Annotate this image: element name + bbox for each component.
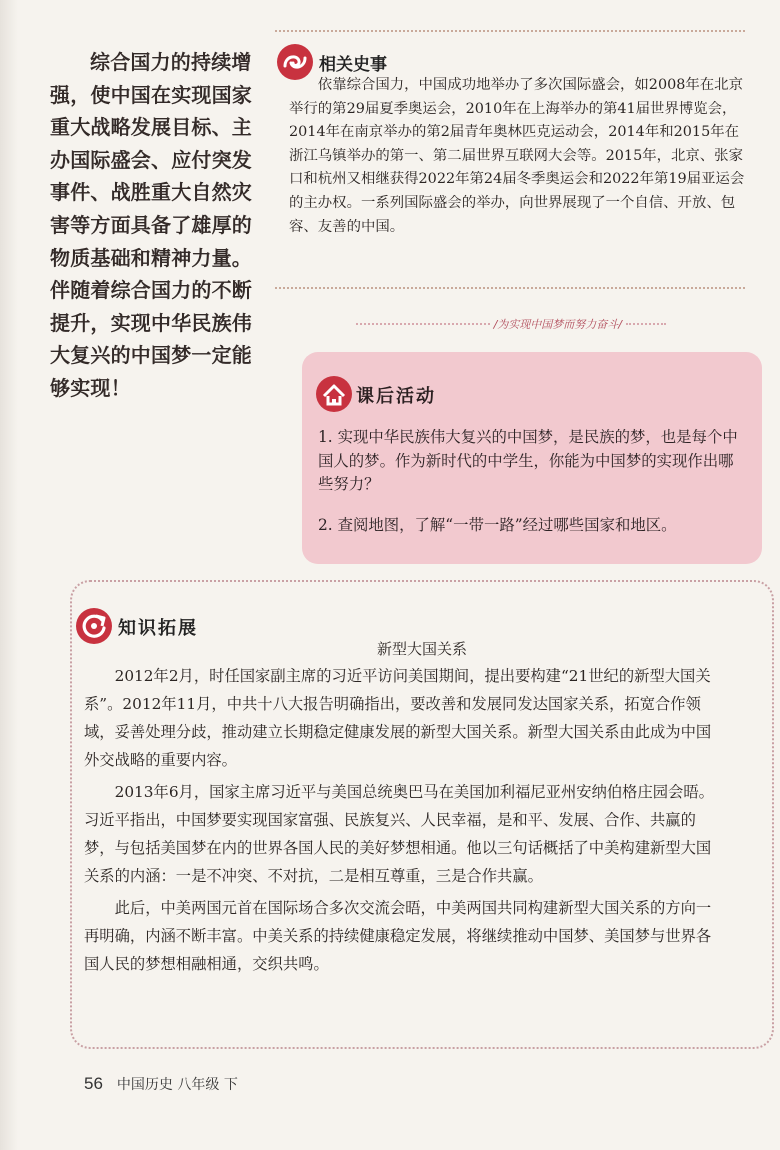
main-paragraph: 综合国力的持续增强，使中国在实现国家重大战略发展目标、主办国际盛会、应付突发事件、战胜重大自然灾害等方面具备了雄厚的物质基础和精神力量。伴随着综合国力的不断提升，实现中华民族伟大复兴的中国梦一定能够实现！ [50, 50, 252, 400]
top-dotted-divider [275, 30, 745, 32]
knowledge-extension-title: 知识拓展 [118, 618, 198, 639]
activity-list [318, 426, 748, 554]
running-head-dots-right [626, 323, 666, 325]
knowledge-paragraph: 此后，中美两国元首在国际场合多次交流会晤，中美两国共同构建新型大国关系的方向一再明确，内涵不断丰富。中美关系的持续健康稳定发展，将继续推动中国梦、美国梦与世界各国人民的梦想相融相通，交织共鸣。 [84, 899, 712, 973]
knowledge-body [84, 662, 724, 982]
activity-item: 1. 实现中华民族伟大复兴的中国梦，是民族的梦，也是每个中国人的梦。作为新时代的中学生，你能为中国梦的实现作出哪些努力？ [318, 428, 738, 493]
house-pencil-icon [314, 374, 354, 414]
activity-item: 2. 查阅地图，了解“一带一路”经过哪些国家和地区。 [318, 515, 677, 534]
knowledge-subtitle: 新型大国关系 [376, 640, 467, 658]
running-head [356, 316, 666, 332]
page-footer [84, 1074, 238, 1094]
related-history-body: 依靠综合国力，中国成功地举办了多次国际盛会，如2008年在北京举行的第29届夏季奥运会，2010年在上海举办的第41届世界博览会，2014年在南京举办的第2届青年奥林匹克运动会，2014年和2015年在浙江乌镇举办的第一、第二届世界互联网大会等。2015年，北京、张家口和杭州又相继获得2022年第24届冬季奥运会和2022年第19届亚运会的主办权。一系列国际盛会的举办，向世界展现了一个自信、开放、包容、友善的中国。 [289, 77, 745, 235]
after-class-activity-panel [302, 352, 762, 564]
knowledge-paragraph: 2013年6月，国家主席习近平与美国总统奥巴马在美国加利福尼亚州安纳伯格庄园会晤。习近平指出，中国梦要实现国家富强、民族复兴、人民幸福，是和平、发展、合作、共赢的梦，与包括美国梦在内的世界各国人民的美好梦想相通。他以三句话概括了中美构建新型大国关系的内涵：一是不冲突、不对抗，二是相互尊重，三是合作共赢。 [84, 783, 714, 885]
page-number: 56 [84, 1074, 103, 1093]
related-history-box [275, 30, 745, 288]
book-title: 中国历史 八年级 下 [116, 1077, 238, 1093]
related-history-title: 相关史事 [319, 55, 387, 75]
bottom-dotted-divider [275, 287, 745, 289]
running-head-dots [356, 323, 490, 325]
page-binding-edge [0, 0, 18, 1150]
running-head-text: /为实现中国梦而努力奋斗/ [493, 318, 622, 331]
after-class-activity-title: 课后活动 [356, 386, 436, 407]
knowledge-paragraph: 2012年2月，时任国家副主席的习近平访问美国期间，提出要构建“21世纪的新型大国关系”。2012年11月，中共十八大报告明确指出，要改善和发展同发达国家关系，拓宽合作领域，妥善处理分歧，推动建立长期稳定健康发展的新型大国关系。新型大国关系由此成为中国外交战略的重要内容。 [84, 667, 712, 769]
knowledge-extension-box [70, 580, 774, 1049]
